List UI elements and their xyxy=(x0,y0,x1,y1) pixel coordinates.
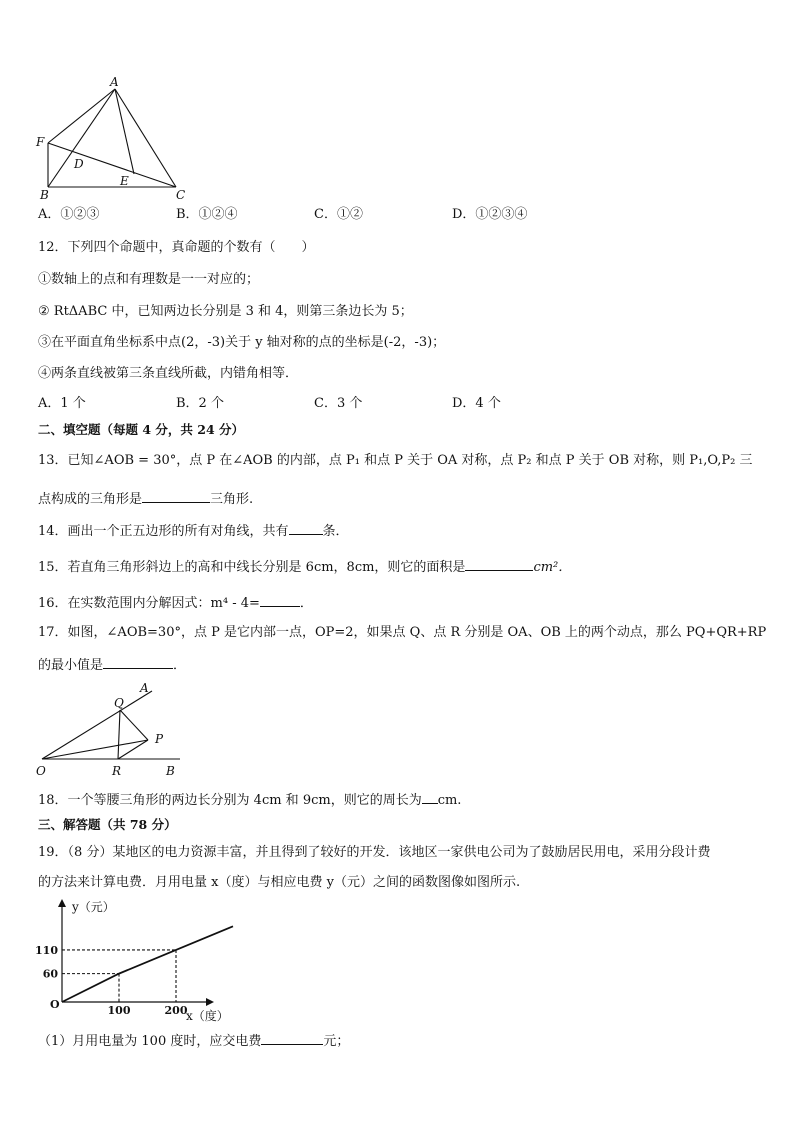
q12-option-d: D．4 个 xyxy=(452,396,501,411)
series-line-0 xyxy=(62,926,233,1002)
q11-option-d: D．①②③④ xyxy=(452,207,528,222)
q17-text-b: ． xyxy=(173,658,187,673)
q14-text-b: 条． xyxy=(322,524,349,539)
section-solution-title: 三、解答题（共 78 分） xyxy=(38,817,177,832)
q17-answer-blank[interactable] xyxy=(103,655,173,669)
q14-line xyxy=(38,521,349,541)
q19-line-1: 19．（8 分）某地区的电力资源丰富，并且得到了较好的开发．该地区一家供电公司为了鼓励居民用电，采用分段计费 xyxy=(38,845,711,860)
q17-line-2 xyxy=(38,655,186,675)
label-R: R xyxy=(112,764,122,778)
label-P: P xyxy=(155,732,164,746)
q17-line-1: 17．如图，∠AOB=30°，点 P 是它内部一点，OP=2，如果点 Q、点 R 分别是 OA、OB 上的两个动点，那么 PQ+QR+RP xyxy=(38,625,767,640)
y-tick-label-110: 110 xyxy=(35,943,58,957)
q19-sub-1-answer-blank[interactable] xyxy=(261,1031,323,1045)
q14-answer-blank[interactable] xyxy=(289,521,323,535)
q13-text-a: 点构成的三角形是 xyxy=(38,492,143,507)
label-B: B xyxy=(166,764,175,778)
label-O: O xyxy=(36,764,46,778)
q12-option-c: C．3 个 xyxy=(314,396,363,411)
q11-option-b: B．①②④ xyxy=(176,207,238,222)
q15-answer-blank[interactable] xyxy=(465,557,533,571)
q13-line-1: 13．已知∠AOB = 30°，点 P 在∠AOB 的内部，点 P₁ 和点 P 关于 OA 对称，点 P₂ 和点 P 关于 OB 对称，则 P₁,O,P₂ 三 xyxy=(38,453,753,468)
figure-q11 xyxy=(30,75,190,200)
q17-text-a: 的最小值是 xyxy=(38,658,104,673)
x-tick-label-100: 100 xyxy=(107,1004,131,1017)
label-A: A xyxy=(140,681,149,695)
q16-text-b: ． xyxy=(299,596,313,611)
q19-sub-1-text-b: 元； xyxy=(323,1034,350,1049)
figure-q17 xyxy=(32,680,182,780)
q11-option-c: C．①② xyxy=(314,207,363,222)
q16-text-a: 16．在实数范围内分解因式：m⁴ - 4= xyxy=(38,596,260,611)
q12-option-b: B．2 个 xyxy=(176,396,224,411)
q16-line xyxy=(38,593,313,613)
y-axis-arrow xyxy=(58,899,66,907)
x-axis-arrow xyxy=(206,998,214,1006)
q12-item-1: ①数轴上的点和有理数是一一对应的； xyxy=(38,272,260,287)
origin-label: O xyxy=(50,998,60,1011)
label-C: C xyxy=(176,188,186,200)
label-A: A xyxy=(110,75,119,89)
q18-line xyxy=(38,790,461,810)
q16-answer-blank[interactable] xyxy=(260,593,300,607)
y-tick-label-60: 60 xyxy=(42,967,58,981)
q13-line-2 xyxy=(38,489,253,509)
q12-item-2: ② RtΔABC 中，已知两边长分别是 3 和 4，则第三条边长为 5； xyxy=(38,304,413,319)
q15-line xyxy=(38,557,571,577)
q19-line-2: 的方法来计算电费．月用电量 x（度）与相应电费 y（元）之间的函数图像如图所示. xyxy=(38,875,521,890)
label-D: D xyxy=(74,157,84,171)
q13-answer-blank[interactable] xyxy=(142,489,210,503)
q19-sub-1-text-a: （1）月用电量为 100 度时，应交电费 xyxy=(38,1034,262,1049)
q12-item-4: ④两条直线被第三条直线所截，内错角相等． xyxy=(38,366,299,381)
label-F: F xyxy=(36,135,45,149)
q12-item-3: ③在平面直角坐标系中点(2，-3)关于 y 轴对称的点的坐标是(-2，-3)； xyxy=(38,335,446,350)
label-B: B xyxy=(40,188,49,200)
y-axis-label: y（元） xyxy=(72,900,115,914)
q18-answer-blank[interactable] xyxy=(422,790,438,804)
q12-option-a: A．1 个 xyxy=(38,396,86,411)
q19-sub-1 xyxy=(38,1031,349,1051)
label-E: E xyxy=(120,174,129,188)
x-axis-label: x（度） xyxy=(186,1009,229,1023)
q15-text-b: cm²． xyxy=(533,560,572,575)
section-fill-in-title: 二、填空题（每题 4 分，共 24 分） xyxy=(38,422,245,437)
q13-text-b: 三角形. xyxy=(210,492,254,507)
q11-option-a: A．①②③ xyxy=(38,207,100,222)
q15-text-a: 15．若直角三角形斜边上的高和中线长分别是 6cm，8cm，则它的面积是 xyxy=(38,560,466,575)
label-Q: Q xyxy=(114,696,124,710)
q18-text-a: 18．一个等腰三角形的两边长分别为 4cm 和 9cm，则它的周长为 xyxy=(38,793,422,808)
x-tick-label-200: 200 xyxy=(164,1004,188,1017)
q12-stem: 12．下列四个命题中，真命题的个数有（ ） xyxy=(38,240,315,255)
q18-text-b: cm. xyxy=(437,793,462,808)
q19-function-chart xyxy=(30,896,240,1024)
q14-text-a: 14．画出一个正五边形的所有对角线，共有 xyxy=(38,524,289,539)
